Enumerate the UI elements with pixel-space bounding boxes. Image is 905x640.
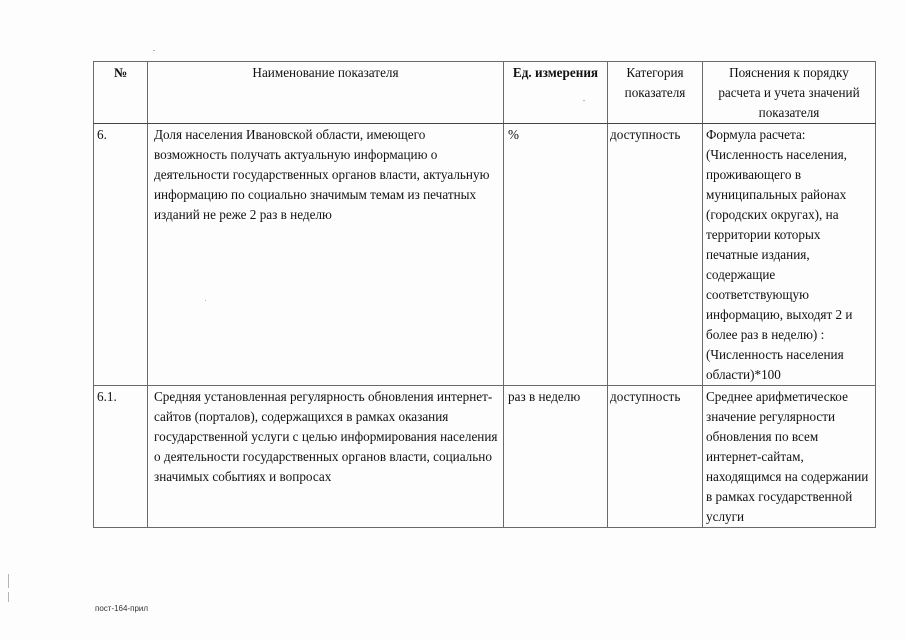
header-number: № <box>94 62 148 124</box>
row-indicator-name: Доля населения Ивановской области, имеющего возможность получать актуальную информацию о деятельности государственных органов власти, актуальную информацию по социально значимым темам из печатных изданий не реже 2 раз в неделю <box>148 124 504 386</box>
row-category: доступность <box>608 386 703 528</box>
scan-speck <box>8 574 9 588</box>
table-row <box>94 124 876 386</box>
row-indicator-name: Средняя установленная регулярность обновления интернет-сайтов (порталов), содержащихся в рамках оказания государственной услуги с целью информирования населения о деятельности государственных органов власти, социально значимых событиях и вопросах <box>148 386 504 528</box>
row-explanation: Среднее арифметическое значение регулярности обновления по всем интернет-сайтам, находящимся на содержании в рамках государственной услуги <box>703 386 876 528</box>
scan-speck <box>8 592 9 602</box>
row-category: доступность <box>608 124 703 386</box>
scan-speck <box>153 50 155 51</box>
header-indicator-name: Наименование показателя <box>148 62 504 124</box>
scan-speck <box>205 300 206 301</box>
header-explanation: Пояснения к порядку расчета и учета значений показателя <box>703 62 876 124</box>
row-unit: % <box>504 124 608 386</box>
row-number: 6. <box>94 124 148 386</box>
header-category: Категория показателя <box>608 62 703 124</box>
header-unit: Ед. измерения <box>504 62 608 124</box>
row-unit: раз в неделю <box>504 386 608 528</box>
scan-speck <box>583 100 585 101</box>
table-header-row <box>94 62 876 124</box>
table-row <box>94 386 876 528</box>
footer-filename: пост-164-прил <box>95 604 149 613</box>
indicators-table <box>93 61 876 528</box>
row-number: 6.1. <box>94 386 148 528</box>
row-explanation: Формула расчета: (Численность населения, проживающего в муниципальных районах (городских округах), на территории которых печатные издания, содержащие соответствующую информацию, выходят 2 и более раз в неделю) : (Численность населения области)*100 <box>703 124 876 386</box>
